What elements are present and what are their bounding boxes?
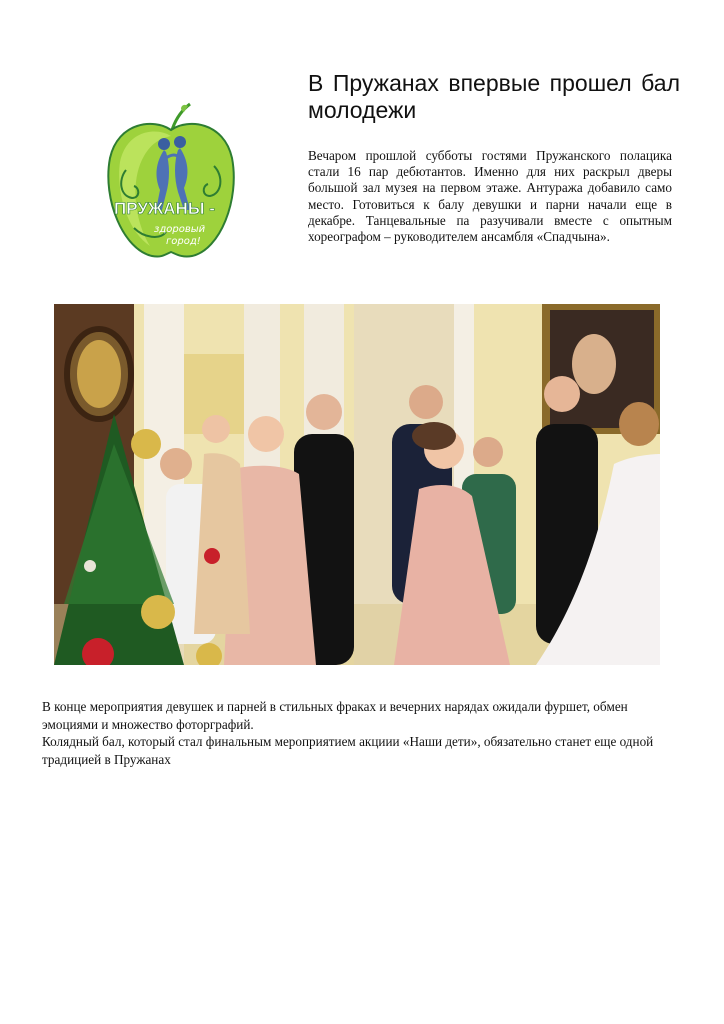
svg-text:здоровый: здоровый bbox=[154, 224, 206, 235]
article-intro: Вечаром прошлой субботы гостями Пружанского полацика стали 16 пар дебютантов. Именно для них раскрыл дверы большой зал музея на первом этаже. Антуража добавило само место. Готовиться к балу девушки и парни начали еще в декабре. Танцевальные па разучивали вместе с опытным хореографом – руководителем ансамбля «Спадчына». bbox=[308, 148, 672, 245]
svg-text:ПРУЖАНЫ -: ПРУЖАНЫ - bbox=[114, 199, 215, 218]
ball-photo-image bbox=[54, 304, 660, 665]
outro-paragraph-2: Колядный бал, который стал финальным мероприятием акциии «Наши дети», обязательно станет еще одной традицией в Пружанах bbox=[42, 734, 654, 767]
outro-paragraph-1: В конце мероприятия девушек и парней в стильных фраках и вечерних нарядах ожидали фуршет, обмен эмоциями и множество фоторграфий. bbox=[42, 699, 628, 732]
apple-logo-icon bbox=[104, 100, 238, 262]
pruzhany-logo bbox=[104, 100, 238, 262]
article-title: В Пружанах впервые прошел бал молодежи bbox=[308, 70, 680, 123]
ball-photo bbox=[54, 304, 660, 665]
svg-text:город!: город! bbox=[166, 236, 201, 247]
article-outro bbox=[42, 698, 682, 768]
